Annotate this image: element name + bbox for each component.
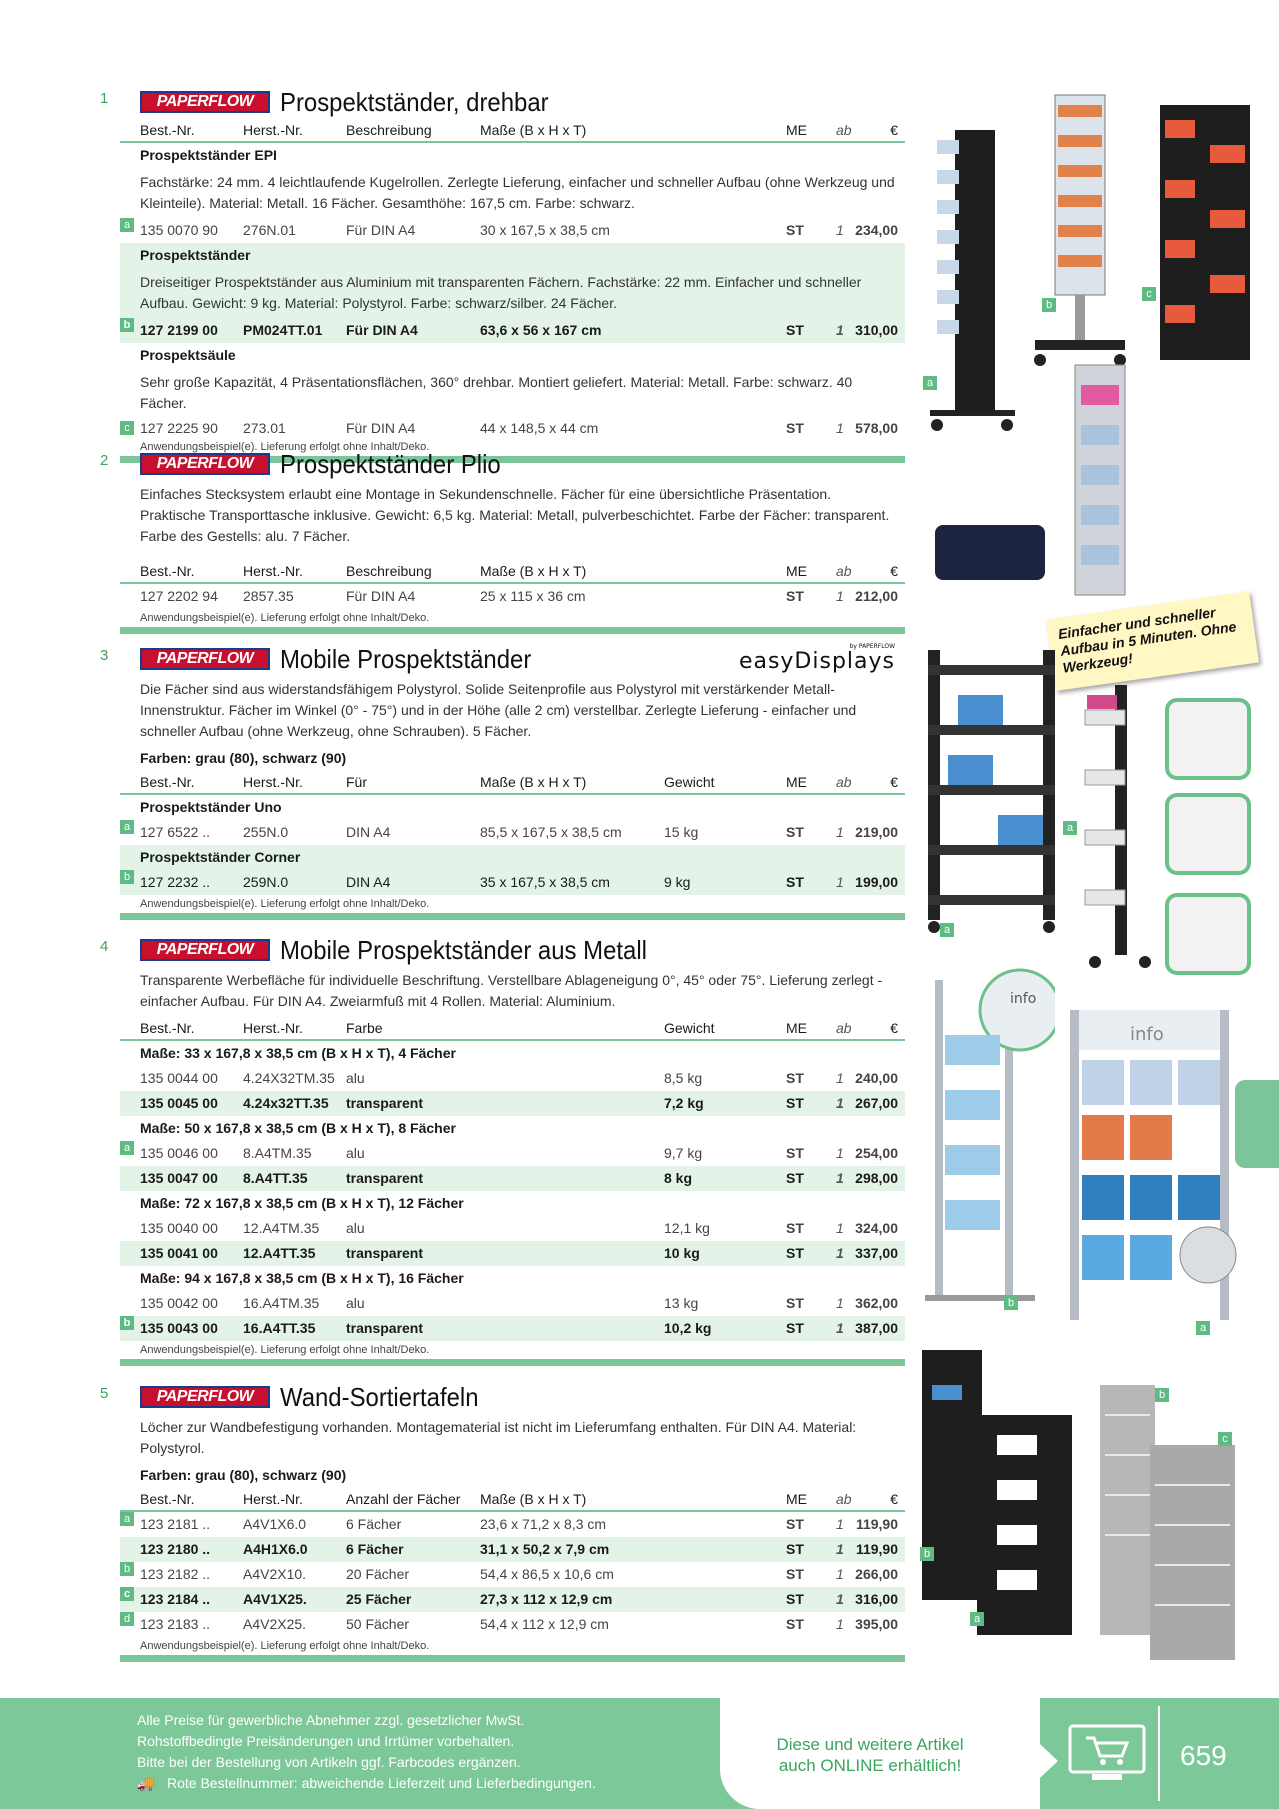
info-sign: info (1010, 991, 1037, 1007)
size-group-label: Maße: 33 x 167,8 x 38,5 cm (B x H x T), 4 Fächer (140, 1045, 456, 1061)
product-image-uno (918, 645, 1068, 935)
image-tag: a (1196, 1321, 1210, 1335)
table-header: Best.-Nr. Herst.-Nr. Beschreibung Maße (B x H x T) ME ab € (120, 559, 905, 584)
image-tag: a (970, 1612, 984, 1626)
product-description: Sehr große Kapazität, 4 Präsentationsflächen, 360° drehbar. Montiert geliefert. Material: Metall. Farbe: schwarz. 40 Fächer. (140, 374, 853, 411)
product-image-wall-grey (1100, 1385, 1240, 1665)
footer (0, 1698, 1279, 1809)
table-row[interactable]: b 135 0043 00 16.A4TT.35 transparent 10,2 kg ST 1 387,00 (120, 1316, 905, 1341)
product-name: Prospektsäule (140, 347, 236, 363)
section-title: Wand-Sortiertafeln (280, 1381, 479, 1412)
section-2 (100, 448, 905, 634)
page-number: 659 (1180, 1740, 1227, 1771)
detail-image-bracket (1165, 793, 1251, 875)
image-tag: b (1155, 1388, 1169, 1402)
section-number: 1 (100, 90, 109, 107)
image-tag: c (1218, 1432, 1232, 1446)
variant-tag: b (120, 870, 134, 884)
section-1 (100, 86, 905, 463)
product-name: Prospektständer Corner (120, 845, 905, 870)
variant-tag: b (120, 1562, 134, 1576)
product-description: Fachstärke: 24 mm. 4 leichtlaufende Kugelrollen. Zerlegte Lieferung, einfacher und schneller Aufbau (ohne Werkzeug und Kleinteile). Material: Metall. 16 Fächer. Gesamthöhe: 167,5 cm. Farbe: schwarz. (140, 174, 895, 211)
product-image-metal-16 (1060, 1000, 1245, 1335)
paperflow-logo: PAPERFLOW (140, 939, 270, 961)
image-tag: b (1004, 1296, 1018, 1310)
product-description: Löcher zur Wandbefestigung vorhanden. Montagematerial ist nicht im Lieferumfang enthalten. Für DIN A4. Material: Polystyrol. (140, 1419, 857, 1456)
image-tag: a (1063, 821, 1077, 835)
table-row[interactable]: a 135 0046 00 8.A4TM.35 alu 9,7 kg ST 1 254,00 (120, 1141, 905, 1166)
paperflow-logo: PAPERFLOW (140, 1386, 270, 1408)
image-tag: b (1042, 298, 1056, 312)
section-number: 5 (100, 1385, 109, 1402)
section-4 (100, 934, 905, 1366)
divider (1158, 1706, 1160, 1801)
cart-icon[interactable] (1068, 1724, 1146, 1784)
footer-notes: Alle Preise für gewerbliche Abnehmer zzgl. gesetzlicher MwSt. Rohstoffbedingte Preisänderungen und Irrtümer vorbehalten. Bitte bei der Bestellung von Artikeln ggf. Farbcodes ergänzen. 🚚 Rote Bestellnummer: abweichende Lieferzeit und Lieferbedingungen. (137, 1710, 596, 1794)
product-description: Die Fächer sind aus widerstandsfähigem Polystyrol. Solide Seitenprofile aus Polystyrol mit verstärkender Metall-Innenstruktur. Fächer im Winkel (0° - 75°) und in der Höhe (alle 2 cm) verstellbar. Zerlegte Lieferung - einfacher und schneller Aufbau (ohne Werkzeug, ohne Schrauben). 5 Fächer. (140, 681, 857, 739)
table-header: Best.-Nr. Herst.-Nr. Farbe Gewicht ME ab € (120, 1016, 905, 1041)
image-tag: c (1142, 287, 1156, 301)
variant-tag: b (120, 318, 134, 332)
table-row[interactable]: 135 0040 00 12.A4TM.35 alu 12,1 kg ST 1 324,00 (140, 1220, 898, 1236)
variant-tag: a (120, 820, 134, 834)
table-row[interactable]: b 123 2182 .. A4V2X10. 20 Fächer 54,4 x 86,5 x 10,6 cm ST 1 266,00 (120, 1562, 905, 1587)
size-group-label: Maße: 50 x 167,8 x 38,5 cm (B x H x T), 8 Fächer (140, 1120, 456, 1136)
table-row[interactable]: 135 0044 00 4.24X32TM.35 alu 8,5 kg ST 1 240,00 (140, 1070, 898, 1086)
product-image-plio (935, 355, 1150, 605)
image-tag: a (923, 376, 937, 390)
size-group-label: Maße: 72 x 167,8 x 38,5 cm (B x H x T), 12 Fächer (140, 1195, 464, 1211)
chapter-tab[interactable] (1235, 1080, 1279, 1168)
table-header: Best.-Nr. Herst.-Nr. Anzahl der Fächer Maße (B x H x T) ME ab € (120, 1487, 905, 1512)
table-row[interactable]: 135 0047 00 8.A4TT.35 transparent 8 kg ST 1 298,00 (120, 1166, 905, 1191)
section-3 (100, 643, 905, 920)
variant-tag: b (120, 1316, 134, 1330)
table-row[interactable]: b 127 2232 .. 259N.0 DIN A4 35 x 167,5 x 38,5 cm 9 kg ST 1 199,00 (120, 870, 905, 895)
product-description: Dreiseitiger Prospektständer aus Aluminium mit transparenten Fächern. Fachstärke: 22 mm. Einfacher und schneller Aufbau. Gewicht: 9 kg. Material: Polystyrol. Farbe: schwarz/silber. 24 Fächer. (120, 268, 905, 318)
table-row[interactable]: 127 2202 94 2857.35 Für DIN A4 25 x 115 x 36 cm ST 1 212,00 (140, 588, 898, 604)
product-image-triangle-stand (1030, 85, 1130, 375)
table-row[interactable]: b 127 2199 00 PM024TT.01 Für DIN A4 63,6 x 56 x 167 cm ST 1 310,00 (120, 318, 905, 343)
truck-icon: 🚚 (137, 1775, 155, 1791)
table-row[interactable]: a 135 0070 90 276N.01 Für DIN A4 30 x 167,5 x 38,5 cm ST 1 234,00 (120, 218, 905, 243)
variant-tag: c (120, 421, 134, 435)
variant-tag: d (120, 1612, 134, 1626)
note: Anwendungsbeispiel(e). Lieferung erfolgt ohne Inhalt/Deko. (120, 1341, 905, 1366)
product-name: Prospektständer EPI (140, 147, 277, 163)
table-row[interactable]: 135 0045 00 4.24x32TT.35 transparent 7,2 kg ST 1 267,00 (120, 1091, 905, 1116)
section-number: 4 (100, 938, 109, 955)
product-image-corner (1075, 680, 1160, 970)
table-row[interactable]: a 127 6522 .. 255N.0 DIN A4 85,5 x 167,5 x 38,5 cm 15 kg ST 1 219,00 (120, 820, 905, 845)
product-rows (120, 1512, 905, 1637)
section-title: Mobile Prospektständer aus Metall (280, 934, 647, 965)
detail-image-shelf (1165, 698, 1251, 780)
image-tag: a (940, 923, 954, 937)
product-description: Einfaches Stecksystem erlaubt eine Montage in Sekundenschnelle. Fächer für eine übersichtliche Präsentation. Praktische Transporttasche inklusive. Gewicht: 6,5 kg. Material: Metall, pulverbeschichtet. Farbe der Fächer: transparent. Farbe des Gestells: alu. 7 Fächer. (140, 486, 890, 544)
table-row[interactable]: 135 0041 00 12.A4TT.35 transparent 10 kg ST 1 337,00 (120, 1241, 905, 1266)
variant-tag: a (120, 1512, 134, 1526)
colors-line: Farben: grau (80), schwarz (90) (140, 1467, 347, 1483)
section-number: 3 (100, 647, 109, 664)
table-header: Best.-Nr. Herst.-Nr. Für Maße (B x H x T) Gewicht ME ab € (120, 770, 905, 795)
section-title: Prospektständer, drehbar (280, 86, 549, 117)
product-description: Transparente Werbefläche für individuelle Beschriftung. Verstellbare Ablageneigung 0°, 45° oder 75°. Lieferung zerlegt - einfacher Aufbau. Für DIN A4. Zweiarmfuß mit 4 Rollen. Material: Aluminium. (140, 972, 883, 1009)
variant-tag: a (120, 218, 134, 232)
table-row[interactable]: c 123 2184 .. A4V1X25. 25 Fächer 27,3 x 112 x 12,9 cm ST 1 316,00 (120, 1587, 905, 1612)
table-row[interactable]: d 123 2183 .. A4V2X25. 50 Fächer 54,4 x 112 x 12,9 cm ST 1 395,00 (120, 1612, 905, 1637)
section-title: Mobile Prospektständer (280, 643, 532, 674)
size-group-label: Maße: 94 x 167,8 x 38,5 cm (B x H x T), 16 Fächer (140, 1270, 464, 1286)
paperflow-logo: PAPERFLOW (140, 91, 270, 113)
section-number: 2 (100, 452, 109, 469)
note: Anwendungsbeispiel(e). Lieferung erfolgt ohne Inhalt/Deko. (120, 1637, 905, 1662)
section-5 (100, 1381, 905, 1662)
arrow-icon (1010, 1716, 1058, 1806)
table-row[interactable]: c 127 2225 90 273.01 Für DIN A4 44 x 148,5 x 44 cm ST 1 578,00 (120, 418, 905, 438)
product-image-metal-8 (920, 965, 1055, 1325)
paperflow-logo: PAPERFLOW (140, 453, 270, 475)
note: Anwendungsbeispiel(e). Lieferung erfolgt ohne Inhalt/Deko. (120, 609, 905, 634)
online-text[interactable]: Diese und weitere Artikel auch ONLINE erhältlich! (776, 1735, 964, 1775)
image-tag: b (920, 1547, 934, 1561)
product-image-column (1155, 100, 1255, 370)
variant-tag: a (120, 1141, 134, 1155)
product-name: Prospektständer Uno (140, 799, 282, 815)
note: Anwendungsbeispiel(e). Lieferung erfolgt ohne Inhalt/Deko. (120, 895, 905, 920)
detail-image-hook (1165, 893, 1251, 975)
table-row[interactable]: 135 0042 00 16.A4TM.35 alu 13 kg ST 1 362,00 (140, 1295, 898, 1311)
table-row[interactable]: a 123 2181 .. A4V1X6.0 6 Fächer 23,6 x 71,2 x 8,3 cm ST 1 119,90 (120, 1512, 905, 1537)
variant-tag: c (120, 1587, 134, 1601)
table-header: Best.-Nr. Herst.-Nr. Beschreibung Maße (B x H x T) ME ab € (120, 118, 905, 143)
note: Anwendungsbeispiel(e). Lieferung erfolgt ohne Inhalt/Deko. (120, 438, 905, 463)
product-image-wall-black (922, 1345, 1077, 1640)
colors-line: Farben: grau (80), schwarz (90) (140, 750, 347, 766)
easydisplays-logo: by PAPERFLOW easyDisplays (738, 643, 895, 674)
product-groups (120, 1041, 905, 1341)
product-name: Prospektständer (120, 243, 905, 268)
info-sign: info (1130, 1024, 1164, 1045)
section-title: Prospektständer Plio (280, 448, 501, 479)
table-row[interactable]: 123 2180 .. A4H1X6.0 6 Fächer 31,1 x 50,2 x 7,9 cm ST 1 119,90 (120, 1537, 905, 1562)
sticky-note: Einfacher und schneller Aufbau in 5 Minuten. Ohne Werkzeug! (1046, 591, 1259, 691)
paperflow-logo: PAPERFLOW (140, 648, 270, 670)
